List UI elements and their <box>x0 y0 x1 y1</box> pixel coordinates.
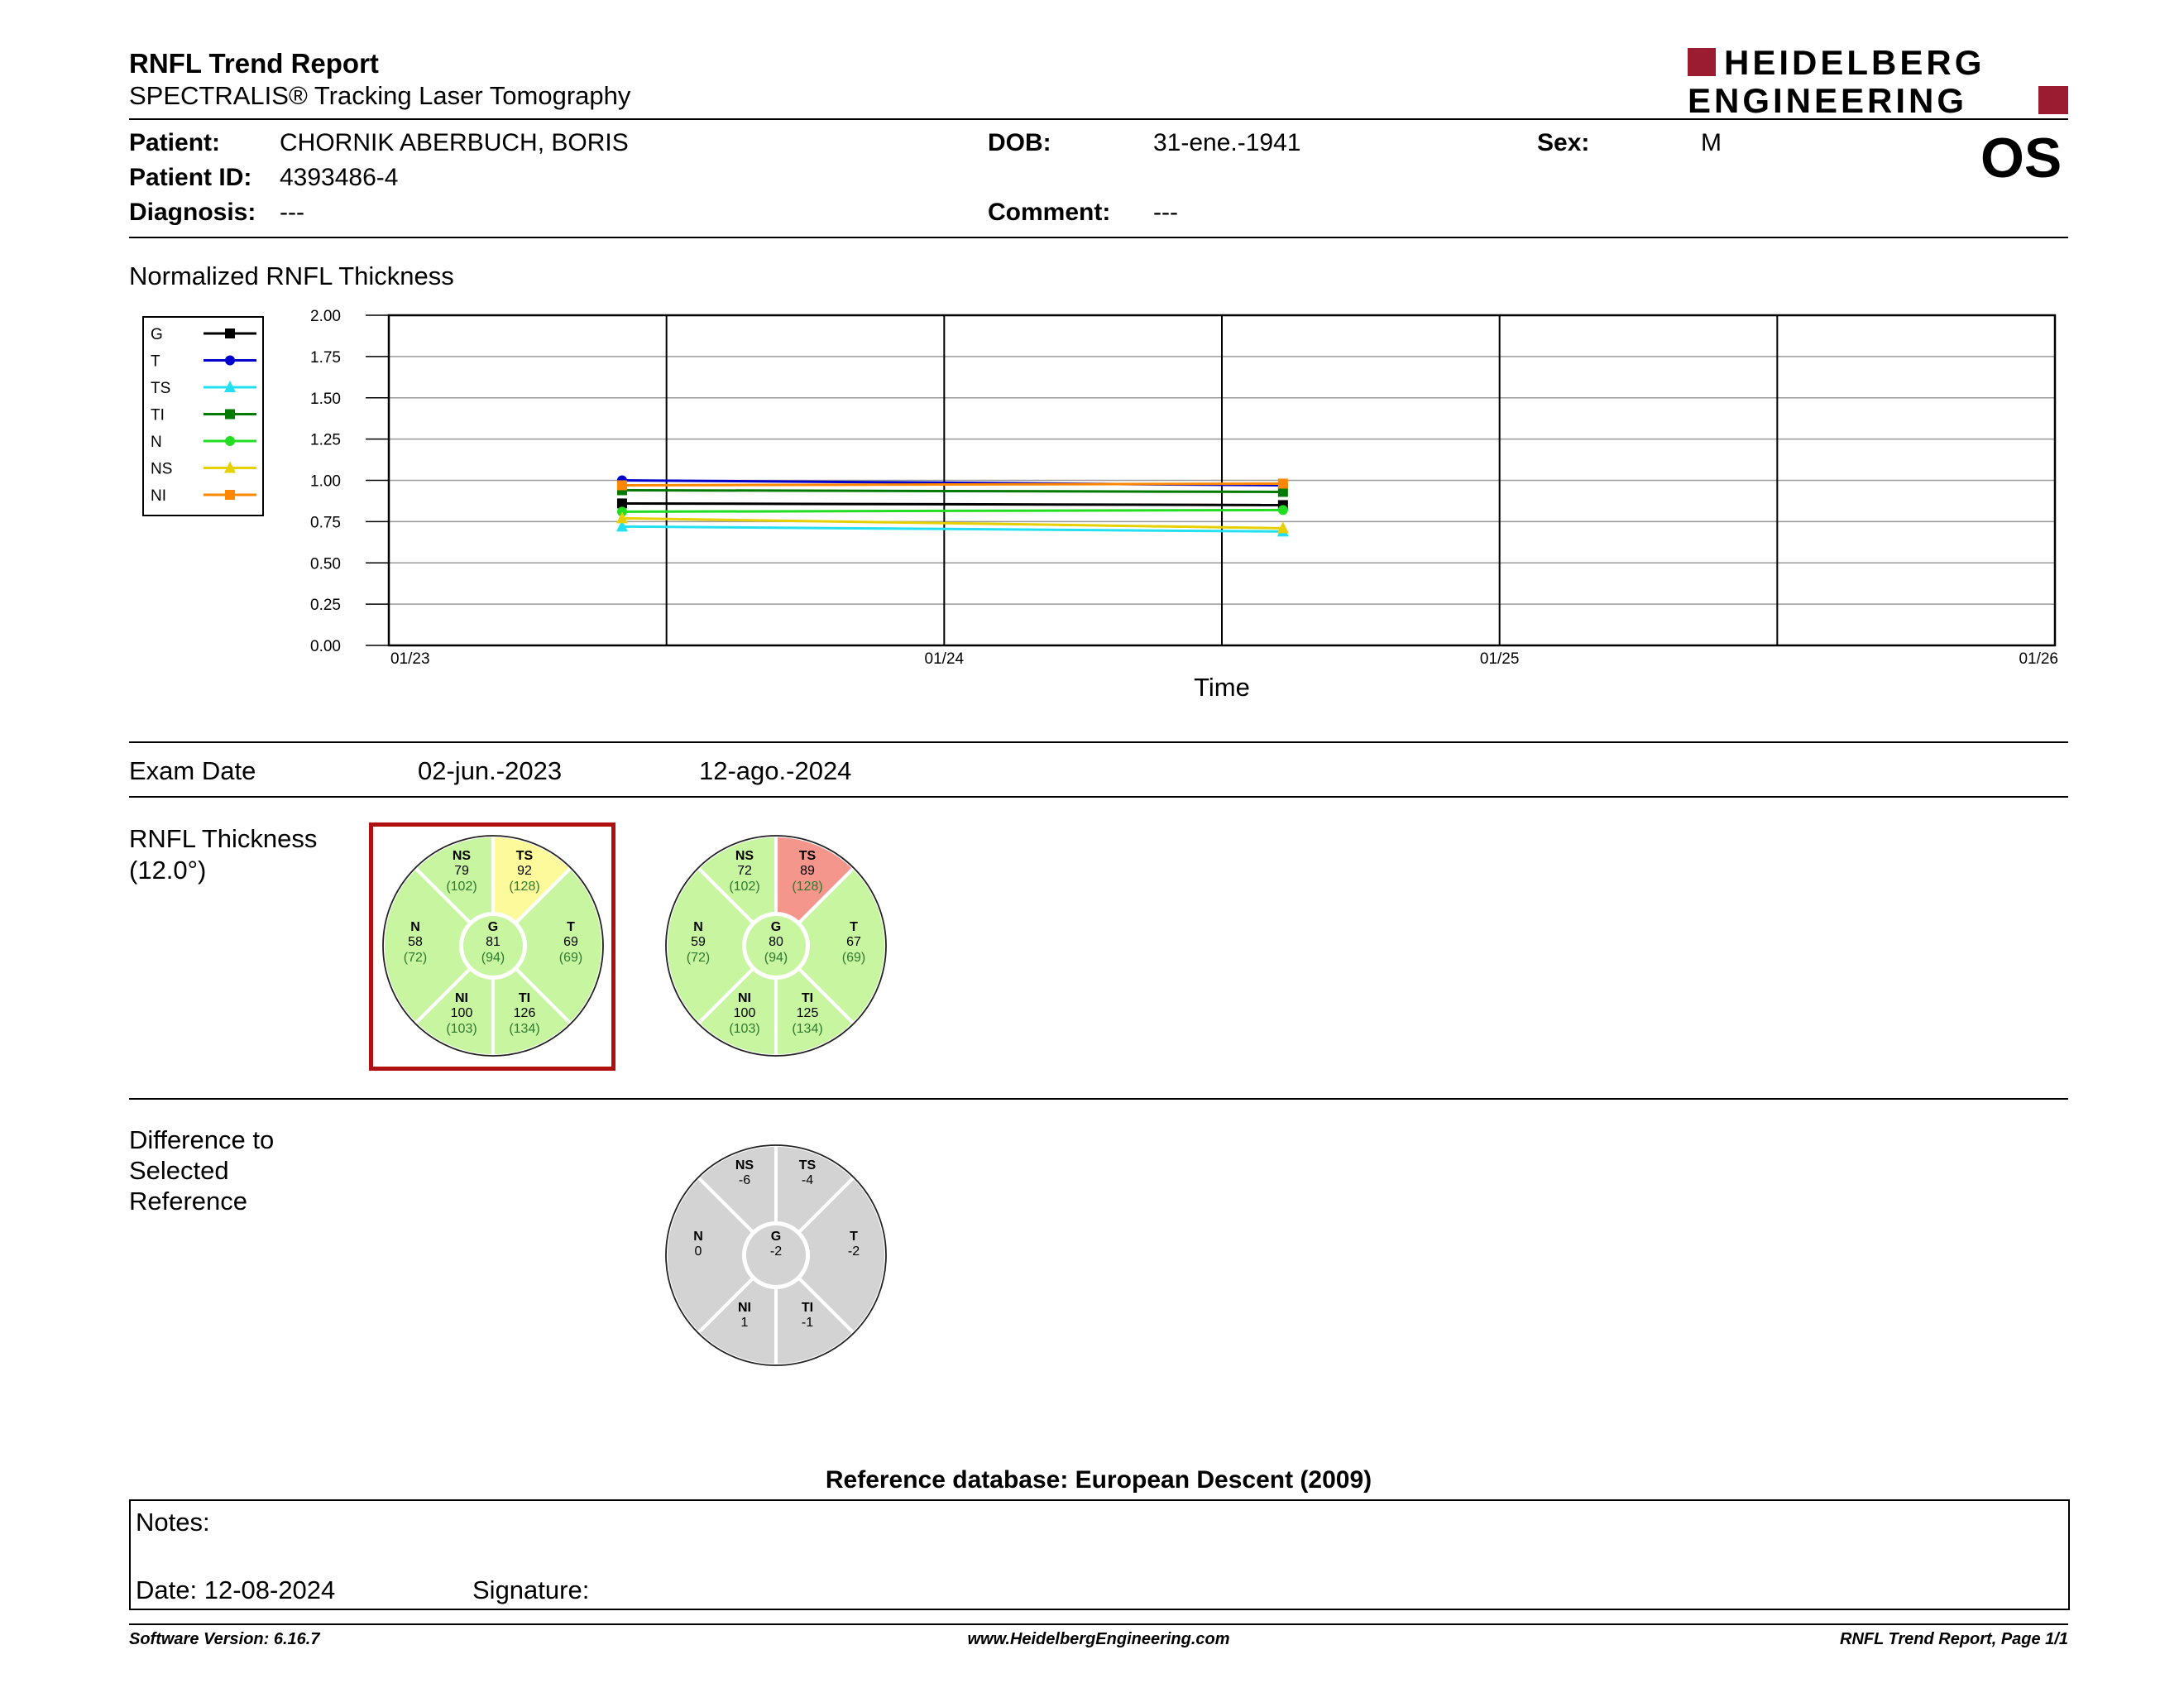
rnfl-circle-1-ref-g: (94) <box>481 951 505 965</box>
legend-label-ni: NI <box>151 487 166 505</box>
difference-circle <box>666 1145 886 1365</box>
rnfl-circle-2-label-ts: TS <box>798 849 817 863</box>
rnfl-circle-1-label-ts: TS <box>515 849 534 863</box>
rnfl-circle-1-value-t: 69 <box>563 935 578 949</box>
dob-value: 31-ene.-1941 <box>1153 129 1301 156</box>
patient-value: CHORNIK ABERBUCH, BORIS <box>280 129 629 156</box>
difference-label-line3: Reference <box>129 1187 248 1216</box>
rnfl-circle-2-value-g: 80 <box>769 935 783 949</box>
dob-label: DOB: <box>988 129 1051 156</box>
comment-value: --- <box>1153 199 1178 226</box>
difference-circle-value-ns: -6 <box>738 1173 751 1187</box>
footer-url[interactable]: www.HeidelbergEngineering.com <box>967 1630 1230 1648</box>
software-version: Software Version: 6.16.7 <box>129 1630 320 1648</box>
exam-date-2: 12-ago.-2024 <box>699 756 852 785</box>
rnfl-circle-2-ref-n: (72) <box>686 951 711 965</box>
rnfl-circle-2-value-ns: 72 <box>737 864 752 878</box>
rnfl-circle-1-value-ns: 79 <box>454 864 469 878</box>
diagnosis-value: --- <box>280 199 304 226</box>
rnfl-circle-2-ref-ts: (128) <box>792 880 823 894</box>
x-tick-label: 01/26 <box>2019 650 2058 668</box>
rnfl-circle-1-label-g: G <box>487 920 499 934</box>
y-tick-label: 2.00 <box>310 308 341 325</box>
x-tick-label: 01/25 <box>1479 650 1520 668</box>
difference-circle-value-ni: 1 <box>740 1316 749 1330</box>
difference-circle-value-ti: -1 <box>801 1316 814 1330</box>
logo-line2: ENGINEERING <box>1688 81 1968 117</box>
diagnosis-label: Diagnosis: <box>129 199 256 226</box>
rnfl-circle-1-label-t: T <box>567 920 575 934</box>
rnfl-circle-2-label-n: N <box>693 920 703 934</box>
rnfl-circle-1-label-n: N <box>410 920 420 934</box>
y-tick-label: 0.25 <box>310 597 341 615</box>
x-tick-label: 01/23 <box>390 650 430 668</box>
rnfl-circle-1-ref-t: (69) <box>558 951 583 965</box>
difference-circle-label-g: G <box>770 1230 782 1244</box>
y-tick-label: 1.00 <box>310 472 341 491</box>
rnfl-thickness-angle: (12.0°) <box>129 856 207 885</box>
rnfl-circle-1-value-ts: 92 <box>517 864 532 878</box>
rnfl-circle-2-ref-g: (94) <box>764 951 788 965</box>
notes-signature: Signature: <box>472 1575 590 1604</box>
legend-label-ts: TS <box>151 380 171 397</box>
rnfl-circle-2-value-ni: 100 <box>733 1006 756 1020</box>
legend-label-ns: NS <box>151 460 173 478</box>
rnfl-circles-group <box>383 836 886 1365</box>
rnfl-circle-2-label-g: G <box>770 920 782 934</box>
rnfl-circle-2-ref-ns: (102) <box>729 880 760 894</box>
legend-label-n: N <box>151 434 162 451</box>
y-tick-label: 0.00 <box>310 638 341 655</box>
rnfl-circle-1-ref-ns: (102) <box>446 880 477 894</box>
reference-database: Reference database: European Descent (2009) <box>825 1466 1372 1494</box>
rnfl-circle-1-label-ti: TI <box>518 991 531 1005</box>
y-tick-label: 1.50 <box>310 390 341 408</box>
difference-circle-value-t: -2 <box>847 1244 860 1259</box>
rnfl-circle-2-value-ti: 125 <box>796 1006 819 1020</box>
difference-circle-value-ts: -4 <box>801 1173 814 1187</box>
rnfl-circle-2-label-t: T <box>850 920 858 934</box>
difference-circle-label-ni: NI <box>738 1301 751 1315</box>
y-tick-label: 1.75 <box>310 348 341 367</box>
notes-date: Date: 12-08-2024 <box>136 1575 336 1604</box>
rnfl-circle-2-value-n: 59 <box>691 935 706 949</box>
rnfl-circle-2-label-ns: NS <box>735 849 754 863</box>
notes-label: Notes: <box>136 1508 210 1537</box>
rnfl-circle-1-value-ni: 100 <box>450 1006 473 1020</box>
page-number: RNFL Trend Report, Page 1/1 <box>1840 1630 2068 1648</box>
y-tick-label: 1.25 <box>310 431 341 449</box>
rnfl-circle-2-value-ts: 89 <box>800 864 815 878</box>
comment-label: Comment: <box>988 199 1111 226</box>
rnfl-circle-1-ref-ti: (134) <box>509 1022 540 1036</box>
legend-label-t: T <box>151 352 160 371</box>
report-subtitle: SPECTRALIS® Tracking Laser Tomography <box>129 81 631 110</box>
difference-circle-label-ns: NS <box>735 1158 754 1172</box>
rnfl-circle-2-label-ti: TI <box>801 991 814 1005</box>
rnfl-circle-1-ref-n: (72) <box>403 951 428 965</box>
y-tick-label: 0.50 <box>310 555 341 573</box>
footer-divider <box>129 1623 2068 1625</box>
difference-circle-label-ts: TS <box>798 1158 817 1172</box>
legend-label-g: G <box>151 326 163 343</box>
eye-laterality: OS <box>1980 127 2062 189</box>
rnfl-circle-2-ref-ni: (103) <box>729 1022 760 1036</box>
report-title: RNFL Trend Report <box>129 48 379 79</box>
rnfl-circle-1-label-ni: NI <box>455 991 468 1005</box>
rnfl-circle-1-ref-ts: (128) <box>509 880 540 894</box>
patient-label: Patient: <box>129 129 221 156</box>
exam-date-1: 02-jun.-2023 <box>418 756 563 785</box>
difference-circle-value-g: -2 <box>769 1244 783 1259</box>
rnfl-circle-2-value-t: 67 <box>846 935 861 949</box>
rnfl-circle-2-ref-ti: (134) <box>792 1022 823 1036</box>
notes-box[interactable] <box>129 1499 2070 1610</box>
rnfl-circle-1-ref-ni: (103) <box>446 1022 477 1036</box>
y-tick-label: 0.75 <box>310 514 341 532</box>
patient-id-label: Patient ID: <box>129 164 252 191</box>
difference-label-line2: Selected <box>129 1156 229 1185</box>
difference-circle-label-t: T <box>850 1230 858 1244</box>
difference-circle-label-n: N <box>693 1230 703 1244</box>
exam-date-label: Exam Date <box>129 756 256 785</box>
rnfl-circle-1-value-g: 81 <box>486 935 500 949</box>
difference-label-line1: Difference to <box>129 1125 275 1154</box>
thickness-divider <box>129 1098 2068 1100</box>
x-tick-label: 01/24 <box>924 650 965 668</box>
rnfl-circle-1-label-ns: NS <box>452 849 472 863</box>
rnfl-circle-1-value-n: 58 <box>408 935 423 949</box>
chart-section-title: Normalized RNFL Thickness <box>129 261 454 290</box>
sex-label: Sex: <box>1537 129 1590 156</box>
rnfl-circle-2 <box>666 836 886 1056</box>
rnfl-circle-2-ref-t: (69) <box>841 951 866 965</box>
logo-line1: HEIDELBERG <box>1724 43 1985 82</box>
patient-id-value: 4393486-4 <box>280 164 399 191</box>
rnfl-circle-1-value-ti: 126 <box>513 1006 536 1020</box>
difference-circle-value-n: 0 <box>694 1244 702 1259</box>
rnfl-circle-1 <box>383 836 603 1056</box>
sex-value: M <box>1701 129 1722 156</box>
rnfl-thickness-label: RNFL Thickness <box>129 824 318 853</box>
x-axis-label: Time <box>1194 673 1250 702</box>
difference-circle-label-ti: TI <box>801 1301 814 1315</box>
legend-label-ti: TI <box>151 406 165 424</box>
rnfl-circle-2-label-ni: NI <box>738 991 751 1005</box>
